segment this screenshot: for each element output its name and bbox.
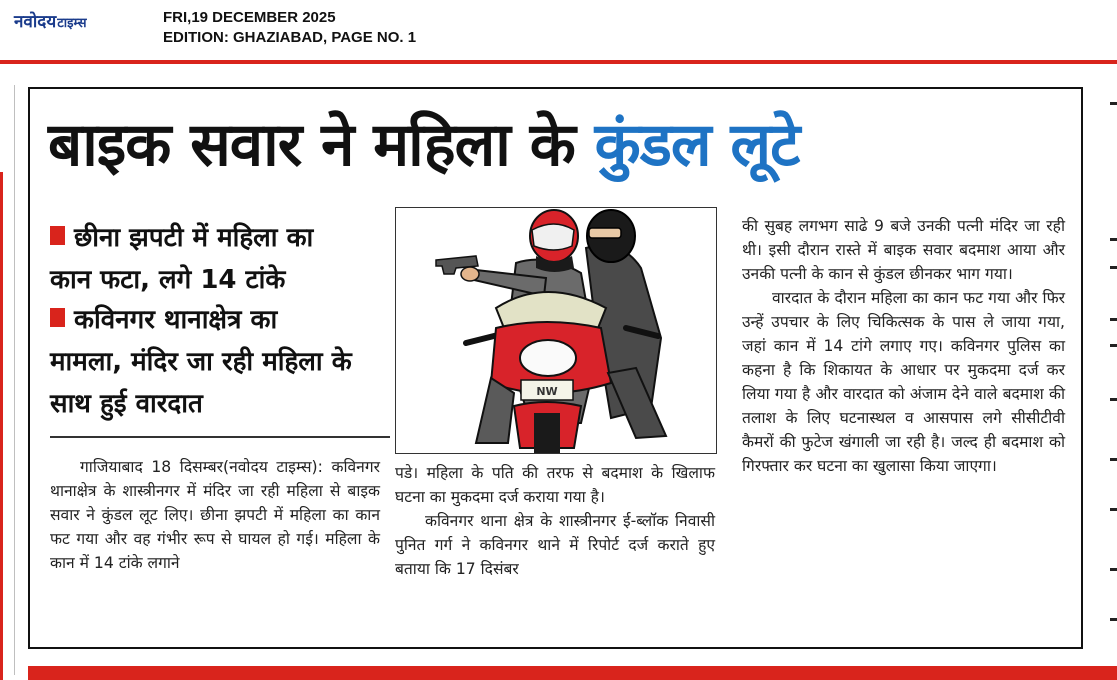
article-clip[interactable] — [28, 87, 1083, 649]
red-square-bullet-icon — [50, 226, 65, 245]
edition-date: FRI,19 DECEMBER 2025 — [163, 9, 336, 26]
article-headline — [48, 109, 1078, 181]
left-column-rule — [14, 85, 15, 675]
subheading-divider — [50, 436, 390, 438]
red-square-bullet-icon — [50, 308, 65, 327]
subheading-2-first: कविनगर थानाक्षेत्र का — [74, 305, 278, 335]
subheading-2 — [50, 299, 390, 425]
column-1-paragraph-1: गाजियाबाद 18 दिसम्बर(नवोदय टाइम्स): कविनगर थानाक्षेत्र के शास्त्रीनगर में मंदिर जा रही महिला से बाइक सवार ने कुंडल लूट लिए। छीना झपटी में महिला का कान फट गया और वह गंभीर रूप से घायल हो गई। महिला के कान में 14 टांके लगाने — [50, 458, 380, 572]
headline-blue-part: कुंडल लूटे — [594, 110, 800, 180]
body-column-3 — [742, 214, 1065, 478]
column-2-paragraph-1: पडे। महिला के पति की तरफ से बदमाश के खिलाफ घटना का मुकदमा दर्ज कराया गया है। — [395, 464, 715, 506]
subheading-2-rest: मामला, मंदिर जा रही महिला के साथ हुई वारदात — [50, 347, 352, 419]
logo-sub-text: टाइम्स — [57, 16, 87, 31]
headline-black-part: बाइक सवार ने महिला के — [48, 110, 595, 180]
subheading-1-first: छीना झपटी में महिला का — [74, 223, 314, 253]
logo-main-text: नवोदय — [14, 12, 57, 32]
edition-info — [163, 8, 416, 48]
page-header — [0, 0, 1117, 60]
column-2-paragraph-2: कविनगर थाना क्षेत्र के शास्त्रीनगर ई-ब्लॉक निवासी पुनित गर्ग ने कविनगर थाने में रिपोर्ट दर्ज कराते हुए बताया कि 17 दिसंबर — [395, 512, 715, 578]
adjacent-article-edge — [1102, 98, 1117, 658]
newspaper-logo[interactable] — [14, 9, 87, 32]
column-3-paragraph-2: वारदात के दौरान महिला का कान फट गया और फिर उन्हें उपचार के लिए चिकित्सक के पास ले जाया गया, जहां कान में 14 टांगे लगाए गए। कविनगर पुलिस का कहना है कि शिकायत के आधार पर मुकदमा दर्ज कर लिया गया है और वारदात को अंजाम देने वाले बदमाश की तलाश के लिए घटनास्थल व आसपास लगे सीसीटीवी कैमरों की फुटेज खंगाली जा रही है। जल्द ही बदमाश को गिरफ्तार कर घटना का खुलासा किया जाएगा। — [742, 289, 1065, 475]
column-3-paragraph-1: की सुबह लगभग साढे 9 बजे उनकी पत्नी मंदिर जा रही थी। इसी दौरान रास्ते में बाइक सवार बदमाश आया और उनकी पत्नी के कान से कुंडल छीनकर भाग गया। — [742, 217, 1065, 283]
plate-text: NW — [536, 385, 558, 398]
illustration-svg — [396, 208, 716, 453]
edition-name: EDITION: GHAZIABAD, PAGE NO. 1 — [163, 29, 417, 46]
subheading-1-rest: कान फटा, लगे 14 टांके — [50, 265, 286, 295]
header-divider — [0, 60, 1117, 64]
left-edge-strip — [0, 172, 3, 680]
body-column-2 — [395, 461, 715, 581]
next-article-red-band — [28, 666, 1117, 680]
bike-robbers-illustration — [395, 207, 717, 454]
subheading-1 — [50, 217, 390, 301]
body-column-1 — [50, 455, 380, 575]
